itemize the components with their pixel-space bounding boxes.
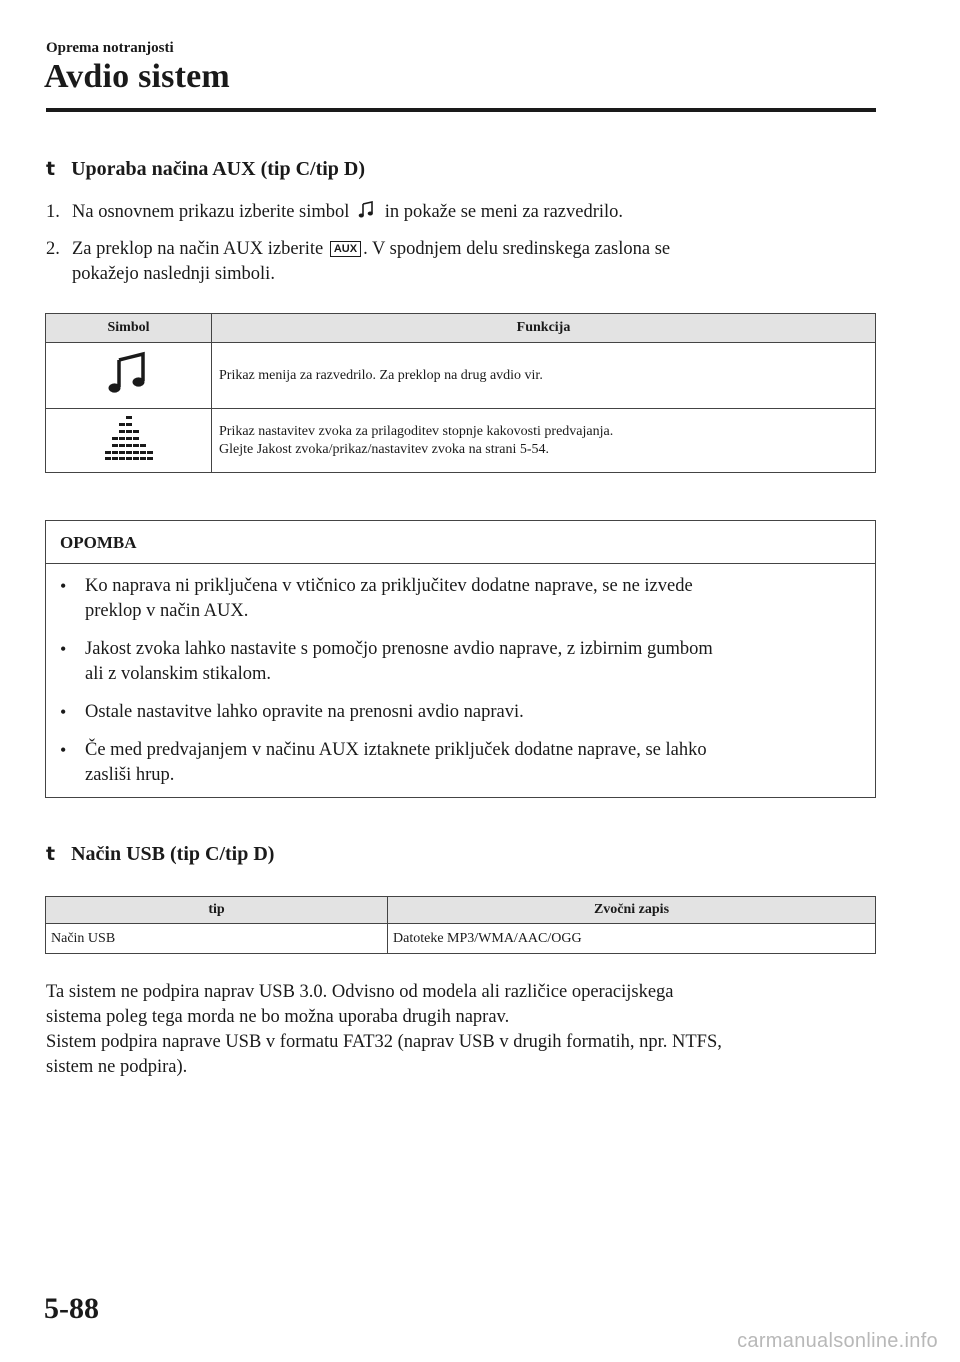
step-1-number: 1.	[46, 202, 60, 222]
usb-paragraph	[46, 980, 876, 1080]
step-1-text	[72, 200, 882, 225]
paragraph-line: Sistem podpira naprave USB v formatu FAT32 (naprav USB v drugih formatih, npr. NTFS,	[46, 1032, 722, 1052]
note-item-line: Ko naprava ni priključena v vtičnico za priključitev dodatne naprave, se ne izvede	[85, 576, 693, 596]
section-marker: t	[46, 158, 56, 180]
note-item-line: ali z volanskim stikalom.	[85, 664, 272, 684]
equalizer-icon	[102, 414, 156, 462]
note-title: OPOMBA	[46, 521, 875, 564]
note-item-line: Ostale nastavitve lahko opravite na prenosni avdio napravi.	[85, 702, 524, 722]
step-2-text-before: Za preklop na način AUX izberite	[72, 239, 324, 259]
title-rule	[46, 108, 876, 112]
step-2-number: 2.	[46, 239, 60, 259]
step-1-text-after: in pokaže se meni za razvedrilo.	[384, 202, 624, 222]
music-note-icon	[107, 351, 151, 395]
note-item	[60, 738, 885, 788]
paragraph-line: sistema poleg tega morda ne bo možna uporaba drugih naprav.	[46, 1007, 510, 1027]
section-usb-heading	[46, 843, 274, 866]
step-2-text-line2: pokažejo naslednji simboli.	[72, 264, 275, 284]
function-text: Prikaz menija za razvedrilo. Za preklop na drug avdio vir.	[219, 367, 543, 383]
function-text: Prikaz nastavitev zvoka za prilagoditev stopnje kakovosti predvajanja.	[219, 423, 614, 439]
step-2	[46, 237, 876, 289]
note-item	[60, 637, 885, 687]
note-item-line: Jakost zvoka lahko nastavite s pomočjo prenosne avdio naprave, z izbirnim gumbom	[85, 639, 713, 659]
table-cell-symbol	[46, 343, 212, 409]
symbol-table	[45, 313, 876, 473]
table-cell-format: Datoteke MP3/WMA/AAC/OGG	[388, 924, 876, 954]
section-marker: t	[46, 843, 56, 865]
step-2-text	[72, 237, 882, 287]
table-cell-function	[212, 343, 876, 409]
step-1	[46, 200, 876, 226]
note-item	[60, 574, 885, 624]
breadcrumb: Oprema notranjosti	[46, 40, 174, 56]
note-item-line: zasliši hrup.	[85, 765, 175, 785]
paragraph-line: Ta sistem ne podpira naprav USB 3.0. Odvisno od modela ali različice operacijskega	[46, 982, 674, 1002]
table-header-type: tip	[46, 897, 388, 924]
bullet-icon: •	[60, 702, 67, 722]
table-header-symbol: Simbol	[46, 314, 212, 343]
function-text: Glejte Jakost zvoka/prikaz/nastavitev zvoka na strani 5-54.	[219, 441, 550, 457]
table-header-row	[46, 897, 876, 924]
table-row	[46, 409, 876, 473]
note-item-line: Če med predvajanjem v načinu AUX iztaknete priključek dodatne naprave, se lahko	[85, 740, 707, 760]
section-usb-title: Način USB (tip C/tip D)	[71, 843, 275, 865]
paragraph-line: sistem ne podpira).	[46, 1057, 188, 1077]
bullet-icon: •	[60, 740, 67, 760]
bullet-icon: •	[60, 639, 67, 659]
music-note-icon	[358, 201, 374, 219]
page-title: Avdio sistem	[44, 58, 230, 95]
step-2-text-after: . V spodnjem delu sredinskega zaslona se	[363, 239, 671, 259]
section-aux-heading	[46, 158, 365, 181]
aux-badge: AUX	[330, 241, 361, 257]
note-box	[45, 520, 876, 798]
note-item	[60, 700, 885, 725]
usb-format-table	[45, 896, 876, 954]
table-cell-symbol	[46, 409, 212, 473]
table-cell-function	[212, 409, 876, 473]
note-item-line: preklop v način AUX.	[85, 601, 249, 621]
watermark: carmanualsonline.info	[737, 1330, 938, 1352]
table-header-format: Zvočni zapis	[388, 897, 876, 924]
step-1-text-before: Na osnovnem prikazu izberite simbol	[72, 202, 350, 222]
table-header-function: Funkcija	[212, 314, 876, 343]
table-header-row	[46, 314, 876, 343]
section-aux-title: Uporaba načina AUX (tip C/tip D)	[71, 158, 366, 180]
page-number: 5-88	[44, 1292, 99, 1325]
table-row	[46, 924, 876, 954]
table-cell-type: Način USB	[46, 924, 388, 954]
bullet-icon: •	[60, 576, 67, 596]
table-row	[46, 343, 876, 409]
